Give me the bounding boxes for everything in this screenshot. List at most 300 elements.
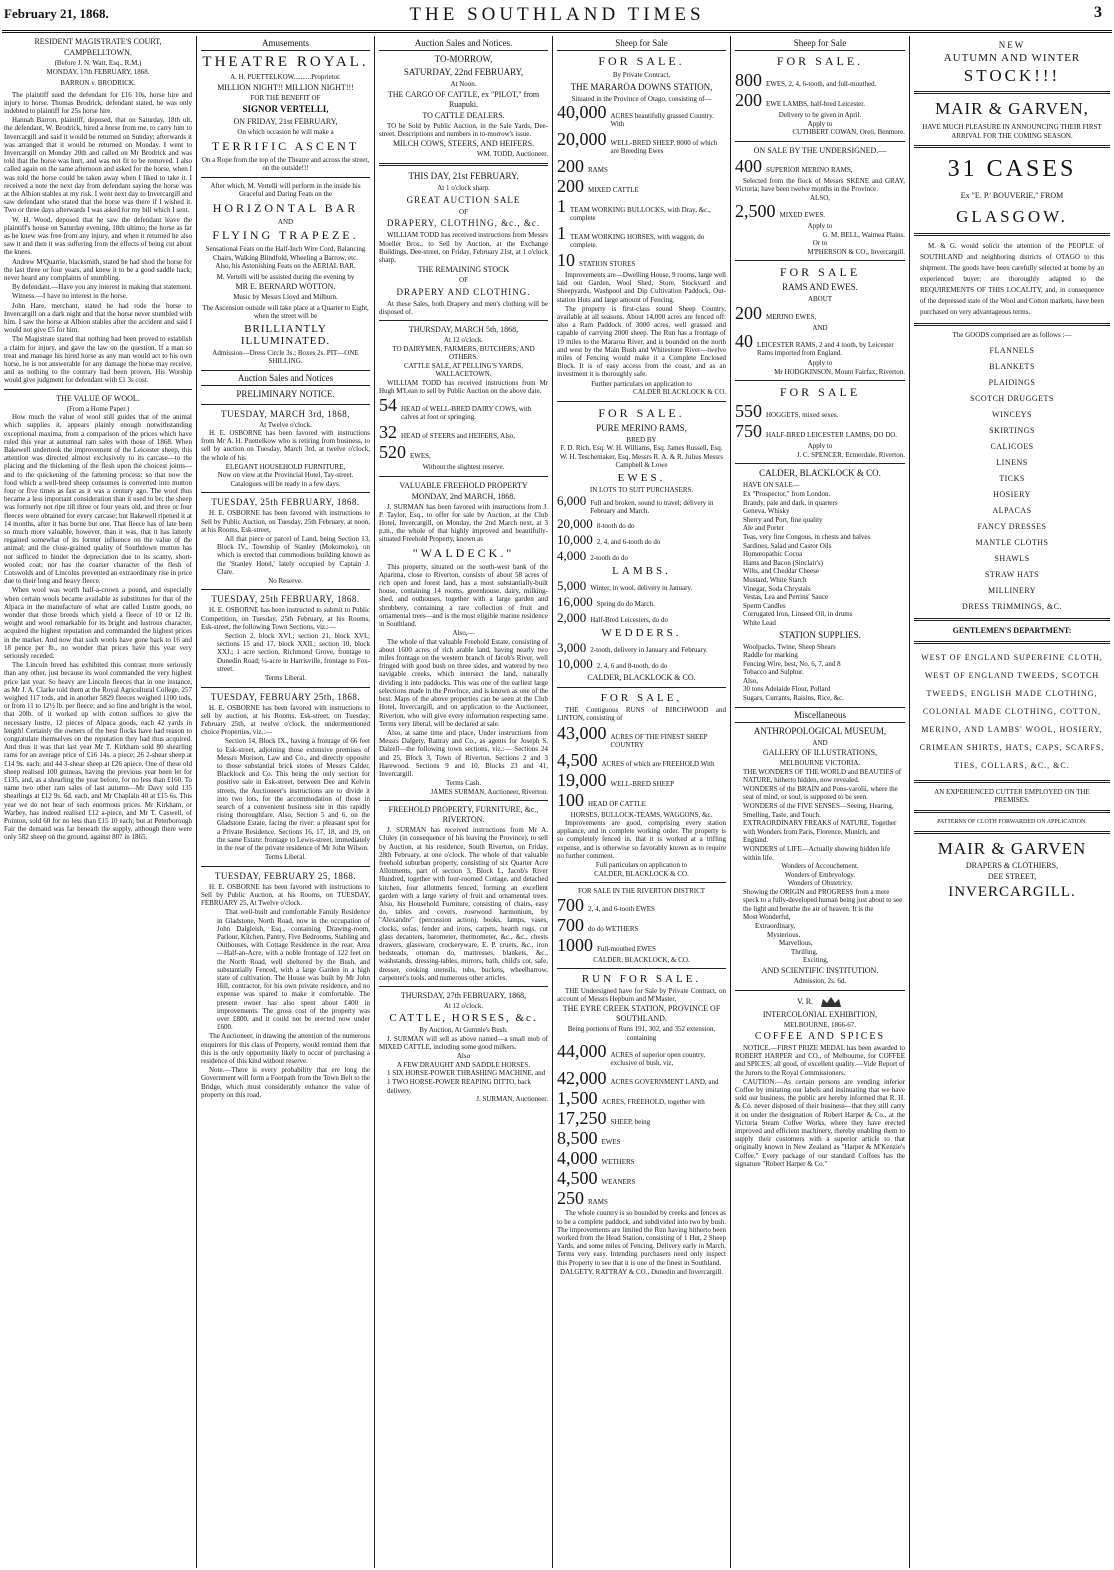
lambs-heading: LAMBS. — [612, 565, 671, 578]
stock-count: 40 — [735, 331, 753, 352]
divider — [557, 968, 726, 969]
notice-body: H. E. OSBORNE has been favored with instructions to Sell by Public Auction, at his Rooms, on TUESDAY, FEBRUARY 25, At Twelve o'clock. — [201, 882, 370, 908]
theatre-lit: BRILLIANTLY ILLUMINATED. — [240, 322, 331, 347]
stock-count: 1000 — [557, 934, 593, 955]
notice-extra: Terms Liberal. — [264, 674, 307, 683]
notice-extra: Catalogues will be ready in a few days. — [230, 479, 341, 488]
theatre-bar: HORIZONTAL BAR — [212, 200, 359, 215]
stock-count: 200 — [557, 176, 584, 196]
goods-list-item: PLAIDINGS — [988, 377, 1036, 387]
theatre-assist: M. Vertelli will be assisted during the evening by — [216, 272, 355, 281]
stock-row — [557, 641, 726, 655]
stock-count: 1 — [557, 196, 566, 216]
goods-item: White Lead — [743, 618, 776, 627]
on-sale-heading: ON SALE BY THE UNDERSIGNED.— — [753, 145, 887, 155]
milch-line: MILCH COWS, STEERS, AND HEIFERS. — [392, 138, 535, 148]
stock-desc: Full-mouthed EWES — [597, 944, 656, 953]
station-supplies: STATION SUPPLIES. — [779, 629, 861, 640]
page-number: 3 — [1094, 4, 1102, 21]
ad-street: DEE STREET, — [987, 872, 1037, 881]
ad-by: By Private Contract, — [612, 71, 671, 79]
stock-row — [557, 1089, 726, 1107]
goods-item: Mustard, White Starch — [743, 575, 807, 584]
and-line: AND — [812, 323, 828, 332]
goods-item: Sperm Candles — [743, 601, 786, 610]
ad-title: RUN FOR SALE. — [581, 973, 702, 986]
stock-desc: ACRES OF THE FINEST SHEEP COUNTRY — [610, 732, 708, 749]
museum-line: Wonders of Embryology. — [784, 870, 856, 879]
theatre-benefit: FOR THE BENEFIT OF — [250, 93, 321, 102]
stock-count: 16,000 — [557, 594, 593, 610]
stock-row — [557, 533, 726, 547]
museum-line: Exciting, — [803, 956, 829, 965]
station-name: THE EYRE CREEK STATION, PROVINCE OF SOUTHLAND. — [562, 1004, 721, 1024]
article-paragraph: How much the value of wool still guides that of the animal which supplies it, appears plainly enough notwithstanding exceptional maxima, from a comparison of the prices which have ruled this year at autumnal ram sales with those of 1868. When Bakewell undertook the improvement of the Leicester sheep, this attention was directed almost exclusively to its carcase—to the placing and the thickening of the flesh upon the choicest joints—and to the quickening of the fattening process: so that now the food which a well-bred sheep consumes is converted into mutton four or five times as fast as it was a century ago. The wool thus became a less important consideration than it used to be; the sheep was formerly not ripe till three or four years old, and three or four fleeces were obtained for every carcase; but Bakewell ripened it at 14 months, after it has borne but one. That fleece has of late been so much more valuable, however, than it was, that it has latterly regained somewhat of its former influence on the value of the animal; and the close-grained quality of Southdown mutton has not sufficed to hinder the depreciation due to its scanty, short-wooled coat; nor has the coarser character of the flesh of Cotswolds and of Lincolns prevented an extraordinary rise in price due to their long and heavy fleece. — [4, 413, 192, 586]
delivery-line: Delivery to be given in April. — [778, 111, 862, 119]
stock-row — [557, 751, 726, 769]
goods-list-item: FANCY DRESSES — [977, 521, 1047, 531]
stock-count: 10,000 — [557, 532, 593, 548]
museum-city: MELBOURNE VICTORIA. — [779, 759, 861, 768]
agent-signature: CALDER, BLACKLOCK & CO. — [587, 673, 696, 683]
section-header-auctions: Auction Sales and Notices. — [379, 36, 548, 51]
stock-row — [557, 916, 726, 934]
court-date: MONDAY, 17th FEBRUARY, 1868. — [46, 67, 150, 76]
stock-row — [557, 724, 726, 749]
stock-count: 1 — [557, 223, 566, 243]
stock-desc: 2, 4, and 6-tooth EWES — [588, 904, 655, 913]
notice-lot: All that piece or parcel of Land, being Section 13, Block IV., Township of Stanley (Mokomoko), on which is erected that commodious building known as the 'Stanley Hotel,' lately occupied by Captain J. Clare. — [217, 534, 370, 576]
merino-sub: PURE MERINO RAMS, — [596, 422, 687, 433]
stock-count: 2,500 — [735, 201, 776, 222]
horses-few: A FEW DRAUGHT AND SADDLE HORSES. — [396, 1060, 531, 1069]
theatre-act: TERRIFIC ASCENT — [211, 138, 360, 153]
agent-signature: Mr HODGKINSON, Mount Fairfax, Riverton. — [774, 367, 905, 376]
article-paragraph: Hannah Barron, plaintiff, deposed, that on Saturday, 18th ult, the defendant, W. Brodrick, hired a horse from me, to carry him to Invercargill and said it would be returned on Sunday; afterwards it was arranged that it would be returned on Monday. I went to Invercargill on Monday 20th and called on Mr Brodrick and was told that the horse was hurt, and was not fit to be removed. I also called again on the same afternoon and asked for the horse, when I was told the horse could be taken away when I liked to take it. I received a note the next day from defendant saying the horse was at the Albion stables at my risk. I went next day to Invercargill and saw defendant who stated that the horse was there if I wished it. Two or three days afterwards I was asked for my bill which I sent. — [4, 116, 192, 215]
stock-desc: LEICESTER RAMS, 2 and 4 tooth, by Leicester Rams imported from England. — [757, 341, 894, 358]
stock-row — [557, 1189, 726, 1207]
bred-by: BRED BY — [626, 435, 657, 444]
birchwood-body: Improvements are good, comprising every station appliance, and in complete working order. The property is so completely fenced in, that it is worked at a trifling expense, and is otherwise so favorably known as to require no further comment. — [557, 819, 726, 860]
stock-desc: ACRES beautifully grassed Country. With — [610, 112, 714, 128]
ad-firm: MAIR & GARVEN — [937, 839, 1087, 858]
stock-row — [735, 71, 905, 89]
ad-from: GLASGOW. — [956, 207, 1068, 226]
stock-desc: ACRES of which are FREEHOLD With — [601, 759, 715, 768]
stock-desc: EWE LAMBS, half-bred Leicester. — [766, 100, 865, 108]
museum-line: Wonders of Obstetricy. — [787, 879, 853, 888]
divider — [735, 380, 905, 381]
sale-date: SATURDAY, 22nd FEBRUARY, — [403, 67, 524, 77]
museum-institution: AND SCIENTIFIC INSTITUTION. — [761, 966, 879, 976]
station-body: The property is first-class sound Sheep Country, available at all seasons. About 14,000 acres are fenced off: also a Ram Paddock of 3000 acres, well grassed and capable of carrying 2000 sheep. The Run has a frontage of 19 miles to the Mararoa River, and is bounded on the north and west by the Main Bush and Whitestone River—twelve miles of Fencing would make it a Complete Enclosed Block. It is of easy access from the coast, and as an investment it is thoroughly safe. — [557, 304, 726, 379]
stock-count: 10,000 — [557, 656, 593, 672]
goods-item: Sugars, Currants, Raisins, Rice, &c. — [743, 694, 844, 703]
divider — [201, 492, 370, 493]
ad-ship: Ex "E. P.' BOUVERIE," FROM — [960, 191, 1064, 200]
stock-count: 10 — [557, 250, 575, 270]
theatre-feats: Sensational Feats on the Half-Inch Wire Cord, Balancing Chairs, Walking Blindfold, Wheeling a Barrow, etc. — [205, 245, 366, 262]
goods-item: Sherry and Port, fine quality — [743, 515, 823, 524]
stock-count: 20,000 — [557, 129, 607, 149]
stock-row — [557, 657, 726, 671]
theatre-title: THEATRE ROYAL. — [202, 54, 369, 70]
stock-desc: Spring do do March. — [596, 600, 655, 609]
notice-extra: No Reserve. — [268, 576, 303, 585]
museum-line: Mysterious, — [767, 930, 801, 939]
agent-signature: CALDER, BLACKLOCK, & CO. — [593, 955, 690, 964]
goods-item: Sardines, Salad and Castor Oils — [743, 541, 832, 550]
notice-lot: Section 14, Block IX., having a frontage of 66 feet to Esk-street, adjoining those extensive premises of Messrs Morison, Law and Co., and directly opposite to those substantial brick stores of Messrs Calder, Blacklock and Co. This being the only section for positive sale in Esk-street, between Dee and Kelvin streets, the Auctioneer's instructions are to divide it into two lots, for the accommodation of those in search of a convenient business site in this rapidly rising thoroughfare. Also, Section 5 and 6, on the Gladstone Estate, facing the river: a pleasant spot for a Private Residence. Sections 16, 17, 18, and 19, on the same Estate: frontage to Lewis-street, immediately in the rear of the private residence of Mr John Wilson. — [217, 737, 370, 853]
ad-drapers: DRAPERS & CLOTHIERS, — [965, 861, 1059, 870]
column-news — [0, 36, 196, 1568]
cutter-line: AN EXPERIENCED CUTTER EMPLOYED ON THE PREMISES. — [934, 787, 1090, 804]
agent-signature: J. C. SPENCER, Ecmerdale, Riverton. — [796, 450, 905, 459]
divider — [379, 163, 548, 166]
stock-desc: 8-tooth do do — [596, 522, 635, 531]
vr-letters: V. R. — [796, 996, 814, 1006]
goods-item: 30 tons Adelaide Flour, Pollard — [743, 685, 831, 694]
stock-row — [557, 1109, 726, 1127]
stock-desc: WEANERS — [601, 1178, 636, 1187]
divider — [379, 800, 548, 801]
stock-row — [557, 1069, 726, 1087]
stock-desc: RAMS — [588, 1198, 608, 1207]
birchwood-horses: HORSES, BULLOCK-TEAMS, WAGGONS, &c. — [570, 810, 713, 819]
divider — [557, 401, 726, 402]
notice-date: TUESDAY, 25th FEBRUARY, 1868. — [211, 497, 360, 508]
goods-item: Corrugated Iron, Linseed Oil, in drums — [743, 610, 853, 619]
theatre-assistant: MR E. BERNARD WOTTON. — [235, 282, 336, 291]
eyre-body: THE Undersigned have for Sale by Private Contract, on account of Messrs Hepburn and M'Master, — [557, 987, 726, 1004]
of-line: OF — [459, 276, 468, 285]
notice-lot: That well-built and comfortable Family Residence in Gladstone, North Road, now in the occupation of John Dalgleish, Esq., containing Drawing-room, Parlour, Kitchen, Pantry, Five Bedrooms, Stabling and Outhouses, with Cottage Residence in the rear, Area—Half-an-Acre, with a noble frontage of 122 feet on the North Road, well sheltered by the Bush, and substantially Fenced, with a large Garden in a high state of cultivation. The House was built by Mr John Hill, contractor, for his own private residence, and no expense was spared to make it comfortable. The present owner has also spent about £400 in improvements. The gross cost of the property was over £800, and it could not be erected now under £600. — [217, 908, 370, 1032]
stock-row — [735, 202, 905, 220]
great-sale: GREAT AUCTION SALE — [406, 194, 521, 205]
notice-extra: The Auctioneer, in drawing the attention of the numerous enquirers for this class of Property, would remind them that this is the only opportunity likely to occur of purchasing a residence of this kind without reserve. — [201, 1032, 370, 1065]
goods-item: Raddle for marking — [743, 651, 798, 660]
divider — [914, 831, 1110, 834]
agent-signature: CALDER, BLACKLOCK & CO. — [594, 869, 689, 878]
stock-desc: 2, 4, 6 and 8-tooth, do do — [596, 662, 668, 671]
museum-line: THE WONDERS OF THE WORLD and BEAUTIES of NATURE, hitherto hidden, now revealed. — [743, 767, 902, 785]
station-situation: Situated in the Province of Otago, consisting of— — [571, 94, 712, 103]
notice-body: H. E. OSBORNE has been instructed to submit to Public Competition, on Tuesday, 25th February, at his Rooms, Esk-street, the following Town Sections, viz.:— — [201, 606, 370, 631]
have-on-sale: HAVE ON SALE— — [743, 481, 800, 490]
goods-list-item: STRAW HATS — [984, 569, 1040, 579]
remaining-stock: THE REMAINING STOCK — [417, 265, 510, 275]
divider — [914, 233, 1110, 236]
article-paragraph: By defendant.—Have you any interest in making that statement. — [12, 283, 193, 292]
theatre-and: AND — [277, 217, 294, 226]
stock-desc: do do WETHERS — [588, 924, 639, 933]
divider — [201, 404, 370, 405]
museum-gallery: GALLERY OF ILLUSTRATIONS, — [762, 748, 878, 758]
stock-count: 4,000 — [557, 1148, 598, 1169]
article-paragraph: John Hare, merchant, stated he had rode the horse to Invercargill on a dark night and that the horse never stumbled with him. I saw the horse at Albion stables after the accident and said I would not give £5 for him. — [4, 301, 192, 335]
article-paragraph: Witness.—I have no interest in the horse. — [12, 292, 128, 301]
notice-body: H. E. OSBORNE has been favored with instructions to Sell by Public Auction, on Tuesday, 25th February, at noon, at his Rooms, Esk-street, — [201, 509, 370, 534]
stock-count: 200 — [735, 90, 762, 110]
divider — [379, 986, 548, 987]
divider — [379, 320, 548, 321]
sale-body: WILLIAM TODD has received instructions from Messrs Moeller Bros., to Sell by Auction, at the Exchange Buildings, Dee-street, on Friday, February 21st, at 1 o'clock sharp, — [379, 231, 548, 265]
goods-list-item: SHAWLS — [994, 553, 1030, 563]
stock-desc: MERINO EWES, — [766, 312, 817, 321]
article-paragraph: The plaintiff sued the defendant for £16 10s, horse hire and injury to horse. Thomas Brodrick, defendant stated, he was only indebted to plaintiff for 25s horse hire. — [4, 90, 192, 115]
goods-list-item: SKIRTINGS — [989, 425, 1035, 435]
ad-title: FOR SALE. — [598, 405, 685, 420]
museum-title: ANTHROPOLOGICAL MUSEUM, — [753, 725, 887, 736]
rams-sub: RAMS AND EWES. — [782, 282, 858, 293]
ad-body: M. & G. would solicit the attention of the PEOPLE of SOUTHLAND and neighboring districts of OTAGO to this shipment. The goods have been carefully selected at home by an experienced buyer; are thoroughly adapted to the REQUIREMENTS OF THIS LOCALITY, and, in consequence of the depressed state of the Wool and Cotton markets, have been purchased on very advantageous terms. — [920, 242, 1104, 316]
merchant-heading: CALDER, BLACKLOCK & CO. — [759, 468, 881, 479]
goods-list-item: MANTLE CLOTHS — [975, 537, 1049, 547]
coffee-title: COFFEE AND SPICES — [754, 1031, 886, 1043]
theatre-rope: On a Rope from the top of the Theatre and across the street, on the outside!!! — [201, 155, 370, 172]
museum-line: WONDERS of LIFE—Actually showing hidden life within life. — [743, 845, 891, 862]
stock-desc: HOGGETS, mixed sexes. — [766, 411, 839, 420]
stock-count: 54 — [379, 395, 397, 416]
notice-time: At Twelve o'clock. — [259, 420, 312, 429]
horses-also: Also — [456, 1052, 471, 1061]
sale-tail: At these Sales, both Drapery and men's clothing will be disposed of. — [379, 299, 548, 316]
stock-count: 520 — [379, 442, 406, 463]
goods-item: Woolpacks, Twine, Sheep Shears — [743, 642, 836, 651]
goods-list-item: LINENS — [996, 457, 1028, 467]
stock-count: 700 — [557, 894, 584, 915]
freehold-desc: The whole of that valuable Freehold Estate, consisting of about 1600 acres of rich arable land, having nearly two miles frontage on the western branch of Jacob's River, well fringed with good bush on three sides, and watered by two navigable creeks, which intersect the land, naturally dividing it into paddocks. This was one of the earliest large selections made in the Province, and is known as one of the best. Maps of the above properties can be seen at the Club Hotel, Invercargill, and on application to the Auctioneer, Riverton, who will give every information respecting same. Terms very liberal, will be declared at sale. — [379, 637, 548, 728]
agent-signature: CUTHBERT COWAN, Oreti, Benmore. — [792, 128, 905, 136]
theatre-proprietor: A. H. PUETTELKOW..........Proprietor. — [230, 73, 341, 81]
section-header-misc: Miscellaneous — [735, 707, 905, 723]
court-location: CAMPBELLTOWN. — [64, 48, 132, 57]
goods-item: Fencing Wire, best, No. 6, 7, and 8 — [743, 659, 841, 668]
stock-count: 40,000 — [557, 102, 607, 122]
notice-note: Note.—There is every probability that ere long the Government will form a Footpath from the Town Belt to the Bridge, which must considerably enhance the value of property on this road. — [201, 1066, 370, 1099]
museum-and: AND — [812, 738, 828, 747]
apply-line: Apply to — [807, 442, 833, 451]
theatre-aerial: Also, his Astonishing Feats on the AERIAL BAR. — [215, 262, 356, 270]
lots-line: IN LOTS TO SUIT PURCHASERS. — [589, 485, 694, 494]
stock-desc: Winter, in wool, delivery in January. — [590, 584, 693, 593]
exhibition-name: INTERCOLONIAL EXHIBITION, — [762, 1009, 878, 1019]
riverton-title: FOR SALE IN THE RIVERTON DISTRICT — [577, 887, 706, 896]
divider — [914, 618, 1110, 621]
goods-item: Vestas, Lea and Perrins' Sauce — [743, 593, 829, 602]
stock-count: 2,000 — [557, 610, 587, 626]
divider — [914, 145, 1110, 148]
ad-stock: STOCK!!! — [963, 66, 1061, 85]
stock-row — [557, 1129, 726, 1147]
cargo-line: THE CARGO OF CATTLE, ex "PILOT," from Ruapuki. — [387, 89, 540, 109]
stock-desc: 2-tooth do do — [590, 554, 628, 563]
divider — [557, 882, 726, 883]
stock-desc: HEAD of STEERS and HEIFERS, Also, — [401, 432, 516, 441]
museum-line: EXTRAORDINARY FREAKS of NATURE, Together with Wonders from Paris, Florence, Munich, and England. — [743, 819, 897, 845]
notice-date: TUESDAY, FEBRUARY 25, 1868. — [214, 870, 357, 881]
ad-title: FOR SALE. — [776, 54, 864, 68]
theatre-after: After which, M. Vertelli will perform in the inside his Graceful and Daring Feats on the — [210, 181, 361, 198]
stock-desc: MIXED CATTLE — [588, 186, 639, 194]
notice-body: H. E. OSBORNE has been favored with instructions to sell by auction, at his Rooms, Esk-street, on Tuesday, February 25th, at twelve o'clock, the undermentioned choice Properties, viz.:— — [201, 703, 370, 737]
stock-count: 20,000 — [557, 516, 593, 532]
column-amusements — [197, 36, 374, 1568]
goods-item: Also, — [743, 676, 758, 685]
museum-line: Extraordinary, — [755, 922, 796, 931]
selected-from: Selected from the flock of Messrs SKENE and GRAY, Victoria; have been twelve months in the Province. — [735, 176, 905, 193]
stock-desc: HEAD of WELL-BRED DAIRY COWS, with calves at foot or springing. — [401, 405, 532, 422]
divider — [735, 463, 905, 464]
stock-row — [557, 611, 726, 625]
newspaper-title: THE SOUTHLAND TIMES — [409, 4, 705, 25]
divider — [557, 687, 726, 688]
apply-line: Apply to — [807, 119, 833, 128]
eyre-being: Being portions of Runs 191, 302, and 352 extension, containing — [567, 1025, 716, 1042]
stock-count: 1,500 — [557, 1088, 598, 1109]
sale-yards: CATTLE SALE, AT PELLING'S YARDS, WALLACETOWN. — [403, 361, 524, 379]
theatre-ascension: The Ascension outside will take place at a Quarter to Eight, when the street will be — [202, 303, 369, 320]
stock-row — [735, 402, 905, 420]
coffee-notice: NOTICE.—FIRST PRIZE MEDAL has been awarded to ROBERT HARPER and CO., of Melbourne, for COFFEE and SPICES; all good, of excellent quality.—Vide Report of the Jurors to the Royal Commissioners. — [735, 1044, 905, 1077]
stock-count: 100 — [557, 789, 584, 810]
stock-count: 250 — [557, 1188, 584, 1209]
stock-row — [557, 595, 726, 609]
section-header-auctions: Auction Sales and Notices — [201, 370, 370, 386]
stock-row — [557, 1149, 726, 1167]
gents-body: WEST OF ENGLAND SUPERFINE CLOTH, WEST OF ENGLAND TWEEDS, SCOTCH TWEEDS, ENGLISH MADE CLOTHING, COLONIAL MADE CLOTHING, COTTON, MERINO, AND LAMBS' WOOL, HOSIERY, CRIMEAN SHIRTS, HATS, CAPS, SCARFS, TIES, COLLARS, &C., &C. — [919, 652, 1105, 770]
article-paragraph: W. H. Wood, deposed that he saw the defendant leave the plaintiff's house on Saturday evening, 18th ultimo; the horse as far as he knew was free from any injury, and when it returned he also saw it and then it was suffering from the effects of being cut about the knees. — [4, 215, 192, 257]
notice-date: TUESDAY, FEBRUARY 25th, 1868. — [210, 691, 361, 702]
crown-icon — [819, 995, 843, 1009]
stock-desc: SHEEP, being — [610, 1118, 651, 1127]
ad-title: FOR SALE — [779, 265, 861, 280]
coffee-caution: CAUTION.—As certain persons are vending inferior Coffee by imitating our labels and insinuating that we have sold our business, the public are hereby informed that R. H. & Co. never disposed of their business—that they still carry it on under the designation of Robert Harper & Co., at the Victoria Steam Coffee Works, where they have erected improved and efficient machinery, thereby enabling them to supply their customers with a superior article to that originally known in New Zealand as "Harper & M'Kenzie's Coffee." Every package of our standard Coffees has the signature "Robert Harper & Co." — [735, 1077, 905, 1168]
ad-pleasure: HAVE MUCH PLEASURE IN ANNOUNCING THEIR FIRST ARRIVAL FOR THE COMING SEASON. — [922, 123, 1102, 140]
stock-desc: ACRES of superior open country, exclusive of bush, viz, — [610, 1051, 706, 1068]
goods-list-item: MILLINERY — [987, 585, 1037, 595]
divider — [735, 990, 905, 991]
preliminary-notice: PRELIMINARY NOTICE. — [236, 388, 335, 399]
freehold-date: MONDAY, 2nd MARCH, 1868. — [411, 491, 516, 501]
stock-row — [735, 332, 905, 357]
stock-count: 6,000 — [557, 493, 587, 509]
goods-list-item: WINCEYS — [992, 409, 1032, 419]
article-divider — [4, 389, 192, 390]
ad-new: NEW — [998, 40, 1026, 50]
stock-row — [557, 936, 726, 954]
stock-count: 32 — [379, 422, 397, 443]
furniture-title: FREEHOLD PROPERTY, FURNITURE, &c., RIVERTON. — [388, 805, 539, 825]
stock-count: 8,500 — [557, 1128, 598, 1149]
stock-count: 550 — [735, 401, 762, 422]
stock-desc: WETHERS — [601, 1158, 635, 1167]
stock-row — [557, 224, 726, 249]
divider — [201, 589, 370, 590]
divider — [914, 641, 1110, 644]
birchwood-intro: THE Contiguous RUNS of BIRCHWOOD and LINTON, consisting of — [557, 706, 726, 723]
ad-title: FOR SALE, — [600, 692, 683, 705]
eyre-tail: The whole country is so bounded by creeks and fences as to be a complete paddock, and subdivided into two by bush. The improvements are limited the Run having hitherto been worked from the Head Station, consisting of 1 Hut, 2 Sheep Yards, and some miles of Fencing. Delivery early in March. Terms very easy. Intending purchasers need only inspect this Property to see that it is one of the finest in Southland. — [557, 1209, 726, 1267]
wool-source: (From a Home Paper.) — [66, 404, 130, 413]
notice-extra: Terms Liberal. — [264, 853, 307, 862]
sale-time: At 1 o'clock sharp. — [437, 184, 490, 193]
notice-date: TUESDAY, 25th FEBRUARY, 1868. — [211, 594, 360, 605]
horses-body: J. SURMAN will sell as above named—a small mob of MIXED CATTLE, including some good milkers. — [379, 1034, 548, 1052]
stock-count: 750 — [735, 421, 762, 442]
divider — [379, 476, 548, 477]
museum-line: Most Wonderful, — [743, 913, 791, 922]
machine-item: 1 SIX HORSE-POWER THRASHING MACHINE, and — [387, 1069, 546, 1078]
museum-admission: Admission, 2s. 6d. — [793, 977, 847, 986]
museum-line: WONDERS of the BRAIN and Pons-varolii, where the seat of mind, or soul, is supposed to be seen. — [743, 784, 898, 802]
stock-count: 43,000 — [557, 722, 607, 743]
stock-count: 700 — [557, 914, 584, 935]
notice-date: TUESDAY, MARCH 3rd, 1868, — [220, 408, 351, 419]
stock-row — [557, 177, 726, 195]
stock-row — [379, 443, 548, 461]
stock-row — [735, 157, 905, 175]
divider — [201, 177, 370, 178]
stock-row — [557, 1169, 726, 1187]
goods-item: Ale and Porter — [743, 524, 784, 533]
column-auctions — [375, 36, 552, 1568]
goods-item: Vinegar, Soda Chrystals — [743, 584, 811, 593]
dealers-line: TO CATTLE DEALERS. — [422, 110, 505, 120]
stock-row — [557, 771, 726, 789]
museum-line: Showing the ORIGIN and PROGRESS from a mere speck to a fully-developed human being just about to see the light and breathe the air of heaven. It is the — [743, 887, 903, 913]
ad-town: INVERCARGILL. — [948, 884, 1076, 900]
goods-list-item: TICKS — [999, 473, 1025, 483]
stock-desc: TEAM WORKING HORSES, with waggon, do complete. — [570, 233, 705, 249]
masthead-rule — [2, 30, 1112, 33]
stock-desc: TEAM WORKING BULLOCKS, with Dray, &c., complete — [570, 206, 711, 222]
breeders: F. D. Rich, Esq. W. H. Williams, Esq. James Russell, Esq. W. H. Teschemaker, Esq. Messrs R. A. & R. Julius Messrs Campbell & Lowe — [559, 444, 724, 470]
apply-line: Further particulars on application to — [591, 379, 692, 388]
horses-title: CATTLE, HORSES, &c. — [389, 1012, 538, 1025]
stock-count: 800 — [735, 70, 762, 90]
stock-count: 200 — [735, 302, 762, 323]
theatre-admission: Admission—Dress Circle 3s.; Boxes 2s. PIT—ONE SHILLING. — [212, 348, 359, 365]
museum-line: WONDERS of the FIVE SENSES—Seeing, Hearing, Smelling, Taste, and Touch. — [743, 802, 894, 819]
goods-item: Ex "Prospector," from London. — [743, 490, 831, 498]
theatre-trapeze: FLYING TRAPEZE. — [212, 228, 359, 242]
theatre-occasion: On which occasion he will make a — [237, 128, 334, 136]
stock-count: 4,500 — [557, 749, 598, 770]
exhibition-city: MELBOURNE, 1866-67. — [783, 1020, 857, 1029]
divider — [735, 141, 905, 142]
stock-desc: WELL-BRED SHEEP, 8000 of which are Breeding Ewes — [610, 139, 718, 155]
notice-where: Now on view at the Provincial Hotel, Tay-street. — [217, 471, 354, 480]
stock-row — [557, 494, 726, 515]
ad-cases: 31 CASES — [947, 156, 1077, 182]
goods-item: Hams and Bacon (Sinclair's) — [743, 558, 823, 567]
stock-desc: MIXED EWES. — [779, 211, 825, 220]
stock-row — [735, 304, 905, 322]
stock-desc: 2-tooth, delivery in January and February. — [590, 646, 708, 655]
stock-count: 4,500 — [557, 1168, 598, 1189]
freehold-also: Also,— — [452, 629, 475, 638]
notice-body: H. E. OSBORNE has been favored with instructions from Mr A. H. Puettelkow who is retiring from business, to sell by auction on Tuesday, March 3rd, at twelve o'clock, the whole of his — [201, 429, 370, 462]
section-header-amusements: Amusements — [201, 36, 370, 51]
ad-firm: MAIR & GARVEN, — [935, 99, 1089, 118]
stock-count: 200 — [557, 156, 584, 176]
ad-title: FOR SALE — [779, 385, 861, 400]
article-paragraph: The Magistrate stated that nothing had been proved to establish a claim for injury, and gave the law on the question. If a man so treat and manage his hired horse as any man would act to his own horse, he is not answerable for any damage the horse may receive, and as nothing to the contrary had been proven, His Worship would give judgment for defendant with £1 3s cost. — [4, 335, 192, 385]
goods-item: Brandy, pale and dark, in quarters — [743, 498, 838, 507]
station-improvements: Improvements are—Dwelling House, 9 rooms, large well laid out Garden, Wool Shed, Store, Stockyard and Sheepyards, Washpool and Dip Cultivation Paddock, Out-station Huts and large amount of Fencing. — [557, 271, 726, 304]
stock-count: 19,000 — [557, 769, 607, 790]
